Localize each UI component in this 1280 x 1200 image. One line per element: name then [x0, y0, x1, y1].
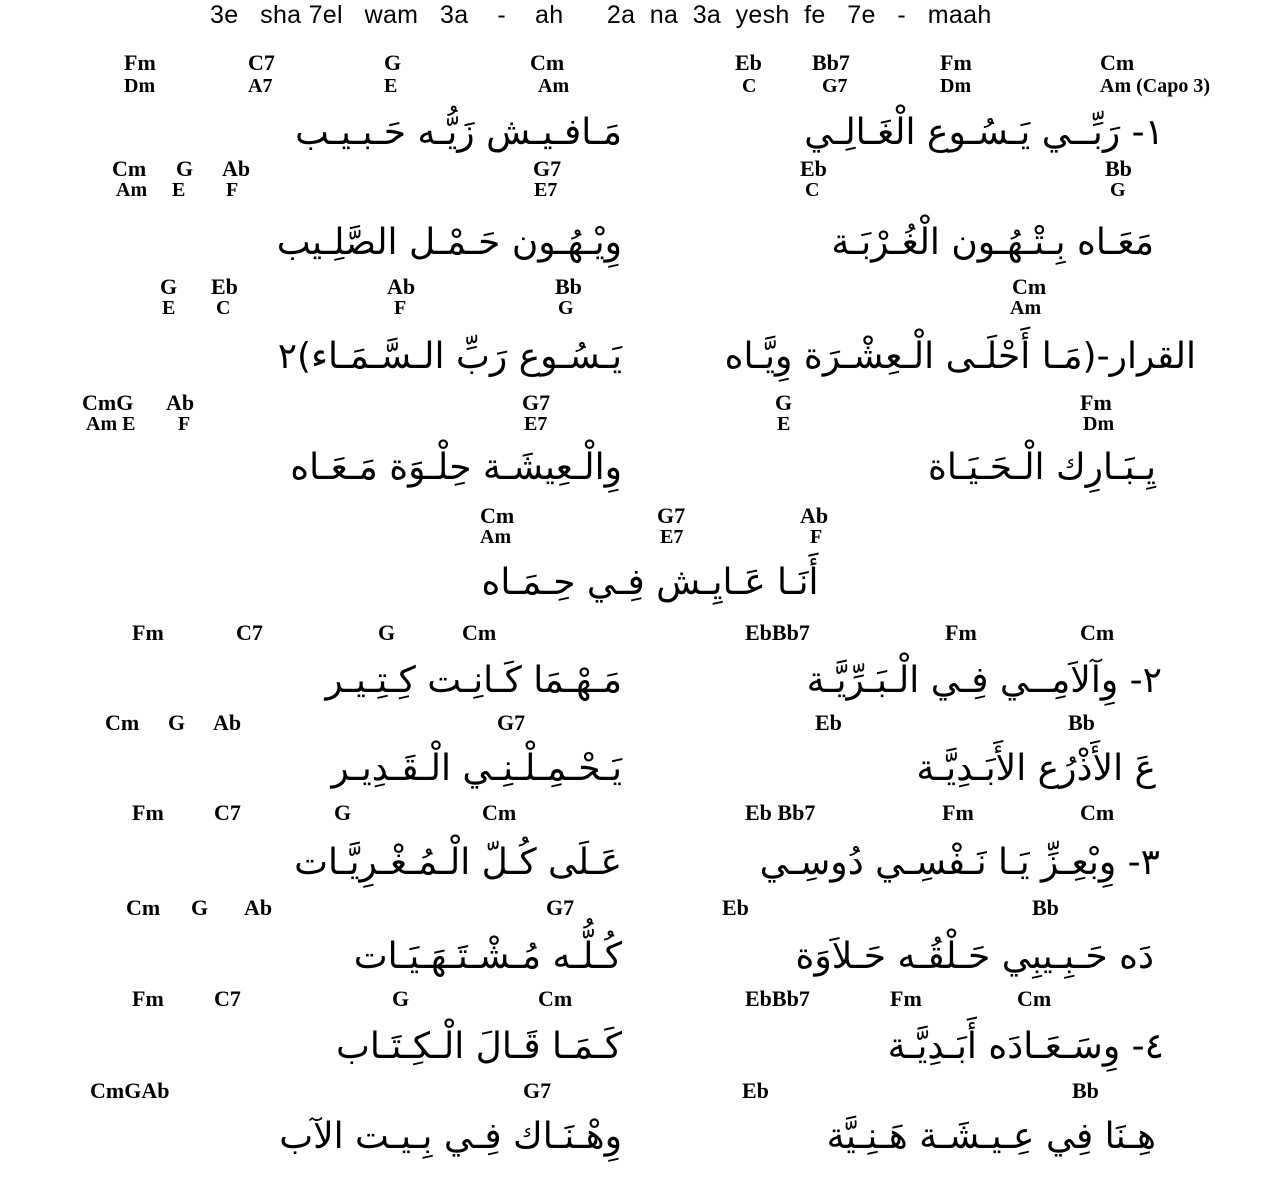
alt-chord: E — [384, 75, 398, 97]
chord: G7 — [546, 895, 575, 920]
chord: Bb — [555, 274, 582, 299]
chord: Bb — [1072, 1078, 1099, 1103]
alt-chord: C — [216, 297, 231, 319]
chord: Fm — [124, 50, 156, 75]
chord: Ab — [800, 503, 829, 528]
chord: Cm — [105, 710, 140, 735]
chord: Eb Bb7 — [745, 800, 816, 825]
chord: C7 — [214, 800, 241, 825]
chord: C7 — [214, 986, 241, 1011]
chord: G — [160, 274, 178, 299]
lyric-left: كَـمَـا قَـالَ الْـكِـتَـاب — [336, 1026, 622, 1067]
alt-chord: G — [558, 297, 574, 319]
alt-chord: A7 — [248, 75, 273, 97]
chord: G — [378, 620, 396, 645]
chord: Fm — [1080, 390, 1112, 415]
chord: Ab — [166, 390, 195, 415]
alt-chord: G7 — [822, 75, 848, 97]
alt-chord: Am — [116, 179, 148, 201]
chord: Bb7 — [812, 50, 850, 75]
chord: G — [334, 800, 352, 825]
alt-chord: E — [777, 413, 791, 435]
chord: Cm — [126, 895, 161, 920]
alt-chord: E7 — [524, 413, 548, 435]
chord: Cm — [482, 800, 517, 825]
chord: Fm — [890, 986, 922, 1011]
chord: Eb — [742, 1078, 769, 1103]
chord: Cm — [530, 50, 565, 75]
lyric-left: عَـلَى كُـلّ الْـمُـغْـرِيَّـات — [294, 842, 622, 883]
chord: Cm — [1100, 50, 1135, 75]
chord: G7 — [533, 156, 562, 181]
alt-chord: Am — [538, 75, 570, 97]
chord: EbBb7 — [745, 620, 810, 645]
chord: Ab — [387, 274, 416, 299]
chord: EbBb7 — [745, 986, 810, 1011]
alt-chord: E7 — [660, 526, 684, 548]
chord: Fm — [945, 620, 977, 645]
chord: Ab — [222, 156, 251, 181]
alt-chord: F — [394, 297, 407, 319]
chord: G — [775, 390, 793, 415]
chord: Cm — [462, 620, 497, 645]
chord: G — [384, 50, 402, 75]
lyric-right: دَه حَـبِـيبِي حَـلْقُـه حَـلاَوَة — [795, 936, 1154, 977]
chord: C7 — [248, 50, 275, 75]
lyric-left: كُـلُّـه مُـشْـتَـهَـيَـات — [353, 936, 622, 977]
alt-chord: G — [1110, 179, 1126, 201]
alt-chord: Am — [480, 526, 512, 548]
alt-chord: F — [810, 526, 823, 548]
lyric-right: عَ الأَذْرُع الأَبَـدِيَّـة — [916, 748, 1156, 789]
lyric-right: مَعَـاه بِـتْـهُـون الْغُـرْبَـة — [831, 222, 1154, 263]
lyric-left: وِهْـنَـاك فِـي بِـيـت الآب — [279, 1116, 622, 1157]
chord: Eb — [800, 156, 827, 181]
chord: C7 — [236, 620, 263, 645]
chord: Cm — [538, 986, 573, 1011]
chord: CmG — [82, 390, 134, 415]
lyric-right: ٤- وِسَـعَـادَه أَبَـدِيَّـة — [887, 1026, 1164, 1067]
chord: CmGAb — [90, 1078, 170, 1103]
lyric-left: وِيْـهُـون حَـمْـل الصَّلِـيب — [276, 222, 622, 263]
transliteration-line: 3e sha 7el wam 3a - ah 2a na 3a yesh fe 7e - maah — [210, 1, 992, 29]
alt-chord: C — [805, 179, 820, 201]
alt-chord: F — [226, 179, 239, 201]
chord: G7 — [523, 1078, 552, 1103]
lyric-right: ٣- وِبْعِـزِّ يَـا نَـفْسِـي دُوسِـي — [759, 842, 1160, 883]
lyric-left: مَـهْـمَا كَـانِـت كِـتِـيـر — [325, 660, 622, 701]
chord: Cm — [1017, 986, 1052, 1011]
lyric-left: وِالْـعِيشَـة حِلْـوَة مَـعَـاه — [290, 447, 622, 488]
alt-chord: E7 — [534, 179, 558, 201]
lyric-left: يَـحْـمِـلْـنِـي الْـقَـدِيـر — [331, 748, 622, 789]
chord: Cm — [1080, 620, 1115, 645]
chord: G — [168, 710, 186, 735]
lyric-right: القرار-(مَـا أَحْلَـى الْـعِشْـرَة وِيَّـاه — [724, 336, 1196, 377]
chord: Eb — [815, 710, 842, 735]
chord: G7 — [657, 503, 686, 528]
chord: Bb — [1032, 895, 1059, 920]
chord: Ab — [213, 710, 242, 735]
chord: G — [392, 986, 410, 1011]
chord: Fm — [132, 620, 164, 645]
alt-chord: C — [742, 75, 757, 97]
chord: G7 — [522, 390, 551, 415]
chord: Fm — [940, 50, 972, 75]
chord: G7 — [497, 710, 526, 735]
chord: Eb — [211, 274, 238, 299]
alt-chord: Am — [1010, 297, 1042, 319]
chord: Cm — [112, 156, 147, 181]
chord: G — [176, 156, 194, 181]
lyric-left: يَـسُـوع رَبِّ الـسَّـمَـاء)٢ — [277, 336, 622, 377]
chord: Eb — [722, 895, 749, 920]
alt-chord: E — [172, 179, 186, 201]
lyric-right: ١- رَبِّــي يَـسُـوع الْغَـالِـي — [804, 112, 1164, 153]
chord: Bb — [1105, 156, 1132, 181]
alt-chord: E — [162, 297, 176, 319]
lyric-left: مَـافـيـش زَيُّـه حَـبـيـب — [295, 112, 622, 153]
lyric-right: ٢- وِآلاَمِــي فِـي الْـبَـرِّيَّـة — [806, 660, 1162, 701]
chord: Fm — [942, 800, 974, 825]
chord: Eb — [735, 50, 762, 75]
chord: Cm — [1012, 274, 1047, 299]
lyric-right: هِـنَا فِي عِـيـشَـة هَـنِـيَّة — [826, 1116, 1156, 1157]
alt-chord: F — [178, 413, 191, 435]
alt-chord: Dm — [124, 75, 156, 97]
chord: Bb — [1068, 710, 1095, 735]
chord: Cm — [480, 503, 515, 528]
chord: Cm — [1080, 800, 1115, 825]
chord: Fm — [132, 986, 164, 1011]
chord: Fm — [132, 800, 164, 825]
lyric-right: يِـبَـارِك الْـحَـيَـاة — [928, 447, 1156, 488]
chord: Ab — [244, 895, 273, 920]
alt-chord: Am E — [86, 413, 136, 435]
chord: G — [191, 895, 209, 920]
alt-chord: Dm — [940, 75, 972, 97]
alt-chord: Am (Capo 3) — [1100, 75, 1210, 97]
alt-chord: Dm — [1083, 413, 1115, 435]
lyric-center: أَنَـا عَـايِـش فِـي حِـمَـاه — [481, 562, 819, 603]
